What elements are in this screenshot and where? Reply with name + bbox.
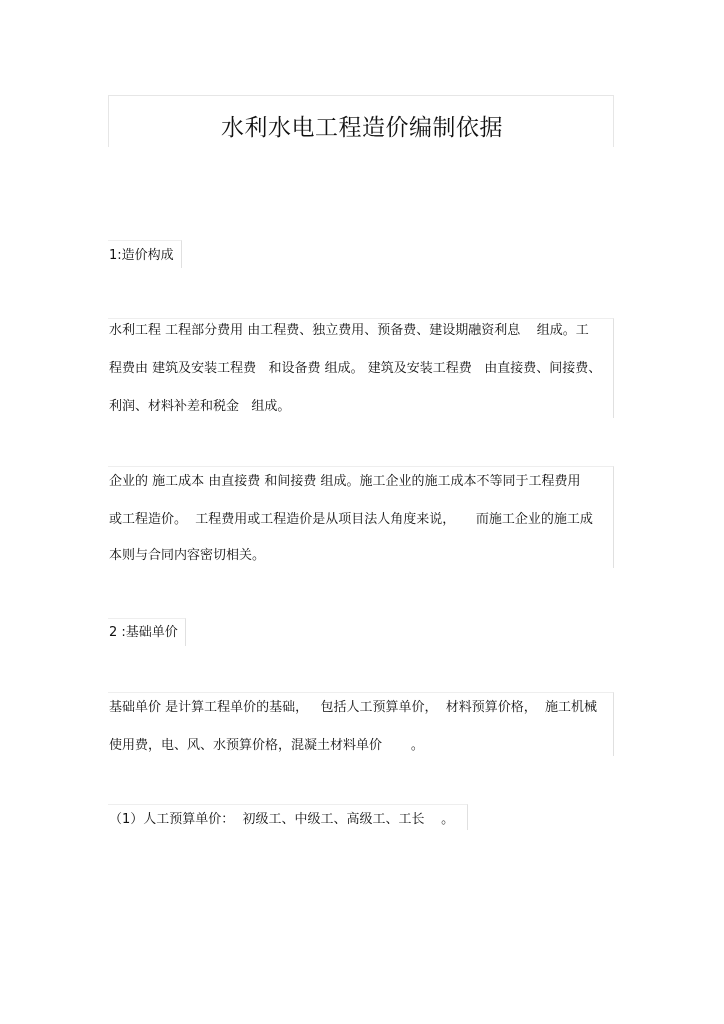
paragraph-2-line-3: 本则与合同内容密切相关。 bbox=[109, 548, 266, 563]
section-heading-1: 1:造价构成 bbox=[109, 248, 174, 263]
paragraph-2-line-2: 或工程造价。 工程费用或工程造价是从项目法人角度来说， 而施工企业的施工成 bbox=[109, 512, 593, 527]
paragraph-3-line-2: 使用费，电、风、水预算价格，混凝土材料单价 。 bbox=[109, 738, 424, 753]
list-item-1: （1）人工预算单价： 初级工、中级工、高级工、工长 。 bbox=[109, 812, 455, 827]
paragraph-3-line-1: 基础单价 是计算工程单价的基础， 包括人工预算单价， 材料预算价格， 施工机械 bbox=[109, 700, 598, 715]
title-frame bbox=[108, 95, 614, 147]
paragraph-2-line-1: 企业的 施工成本 由直接费 和间接费 组成。施工企业的施工成本不等同于工程费用 bbox=[109, 474, 581, 489]
paragraph-1-line-3: 利润、材料补差和税金 组成。 bbox=[109, 399, 291, 414]
document-title: 水利水电工程造价编制依据 bbox=[221, 115, 503, 141]
paragraph-1-line-1: 水利工程 工程部分费用 由工程费、独立费用、预备费、建设期融资利息 组成。工 bbox=[109, 323, 589, 338]
section-heading-2: 2 :基础单价 bbox=[109, 625, 178, 640]
paragraph-1-line-2: 程费由 建筑及安装工程费 和设备费 组成。 建筑及安装工程费 由直接费、间接费、 bbox=[109, 361, 602, 376]
